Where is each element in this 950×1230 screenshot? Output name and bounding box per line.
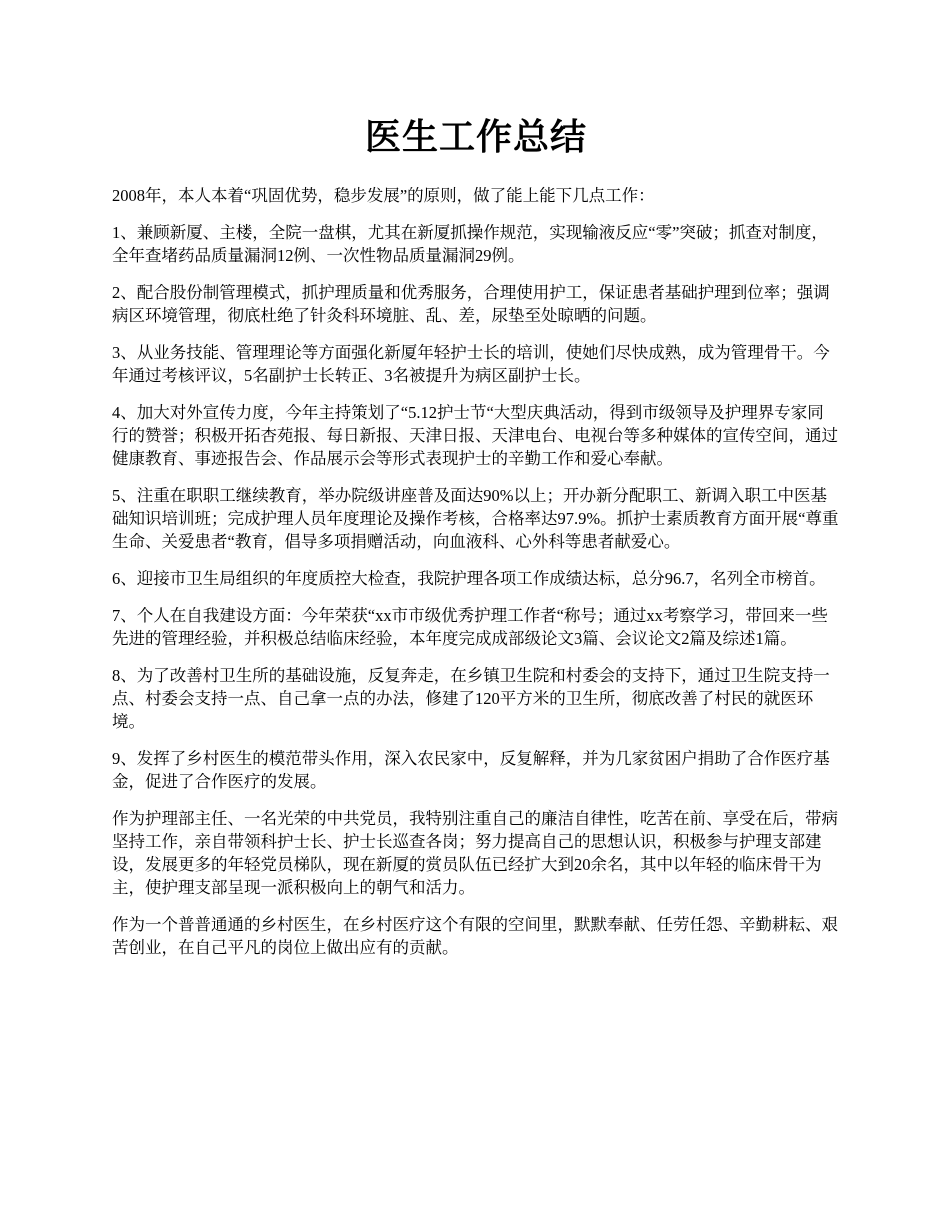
paragraph-intro: 2008年，本人本着“巩固优势，稳步发展”的原则，做了能上能下几点工作： <box>112 186 655 205</box>
paragraph-party-member: 作为护理部主任、一名光荣的中共党员，我特别注重自己的廉洁自律性，吃苦在前、享受在后，带病坚持工作，亲自带领科护士长、护士长巡查各岗；努力提高自己的思想认识，积极参与护理支部建设，发展更多的年轻党员梯队，现在新厦的赏员队伍已经扩大到20余名，其中以年轻的临床骨干为主，使护理支部呈现一派积极向上的朝气和活力。 <box>112 809 838 897</box>
paragraph-item-7: 7、个人在自我建设方面：今年荣获“xx市市级优秀护理工作者“称号；通过xx考察学习，带回来一些先进的管理经验，并积极总结临床经验，本年度完成成部级论文3篇、会议论文2篇及综述1篇。 <box>112 606 828 648</box>
paragraph-item-2: 2、配合股份制管理模式，抓护理质量和优秀服务，合理使用护工，保证患者基础护理到位率；强调病区环境管理，彻底杜绝了针灸科环境脏、乱、差，尿垫至处晾晒的问题。 <box>112 283 830 325</box>
paragraph-item-1: 1、兼顾新厦、主楼，全院一盘棋，尤其在新厦抓操作规范，实现输液反应“零”突破；抓查对制度，全年查堵药品质量漏洞12例、一次性物品质量漏洞29例。 <box>112 223 828 265</box>
paragraph-item-4: 4、加大对外宣传力度，今年主持策划了“5.12护士节“大型庆典活动，得到市级领导及护理界专家同行的赞誉；积极开拓杏苑报、每日新报、天津日报、天津电台、电视台等多种媒体的宣传空间，通过健康教育、事迹报告会、作品展示会等形式表现护士的辛勤工作和爱心奉献。 <box>112 403 838 468</box>
document-page <box>112 112 840 973</box>
paragraph-item-8: 8、为了改善村卫生所的基础设施，反复奔走，在乡镇卫生院和村委会的支持下，通过卫生院支持一点、村委会支持一点、自己拿一点的办法，修建了120平方米的卫生所，彻底改善了村民的就医环境。 <box>112 666 830 731</box>
paragraph-item-3: 3、从业务技能、管理理论等方面强化新厦年轻护士长的培训，使她们尽快成熟，成为管理骨干。今年通过考核评议，5名副护士长转正、3名被提升为病区副护士长。 <box>112 343 830 385</box>
paragraph-item-9: 9、发挥了乡村医生的模范带头作用，深入农民家中，反复解释，并为几家贫困户捐助了合作医疗基金，促进了合作医疗的发展。 <box>112 749 830 791</box>
paragraph-conclusion: 作为一个普普通通的乡村医生，在乡村医疗这个有限的空间里，默默奉献、任劳任怨、辛勤耕耘、艰苦创业，在自己平凡的岗位上做出应有的贡献。 <box>112 915 838 957</box>
document-title: 医生工作总结 <box>364 117 587 157</box>
paragraph-item-6: 6、迎接市卫生局组织的年度质控大检查，我院护理各项工作成绩达标，总分96.7，名列全市榜首。 <box>112 569 826 588</box>
paragraph-item-5: 5、注重在职职工继续教育，举办院级讲座普及面达90%以上；开办新分配职工、新调入职工中医基础知识培训班；完成护理人员年度理论及操作考核，合格率达97.9%。抓护士素质教育方面开展“尊重生命、关爱患者“教育，倡导多项捐赠活动，向血液科、心外科等患者献爱心。 <box>112 486 839 551</box>
